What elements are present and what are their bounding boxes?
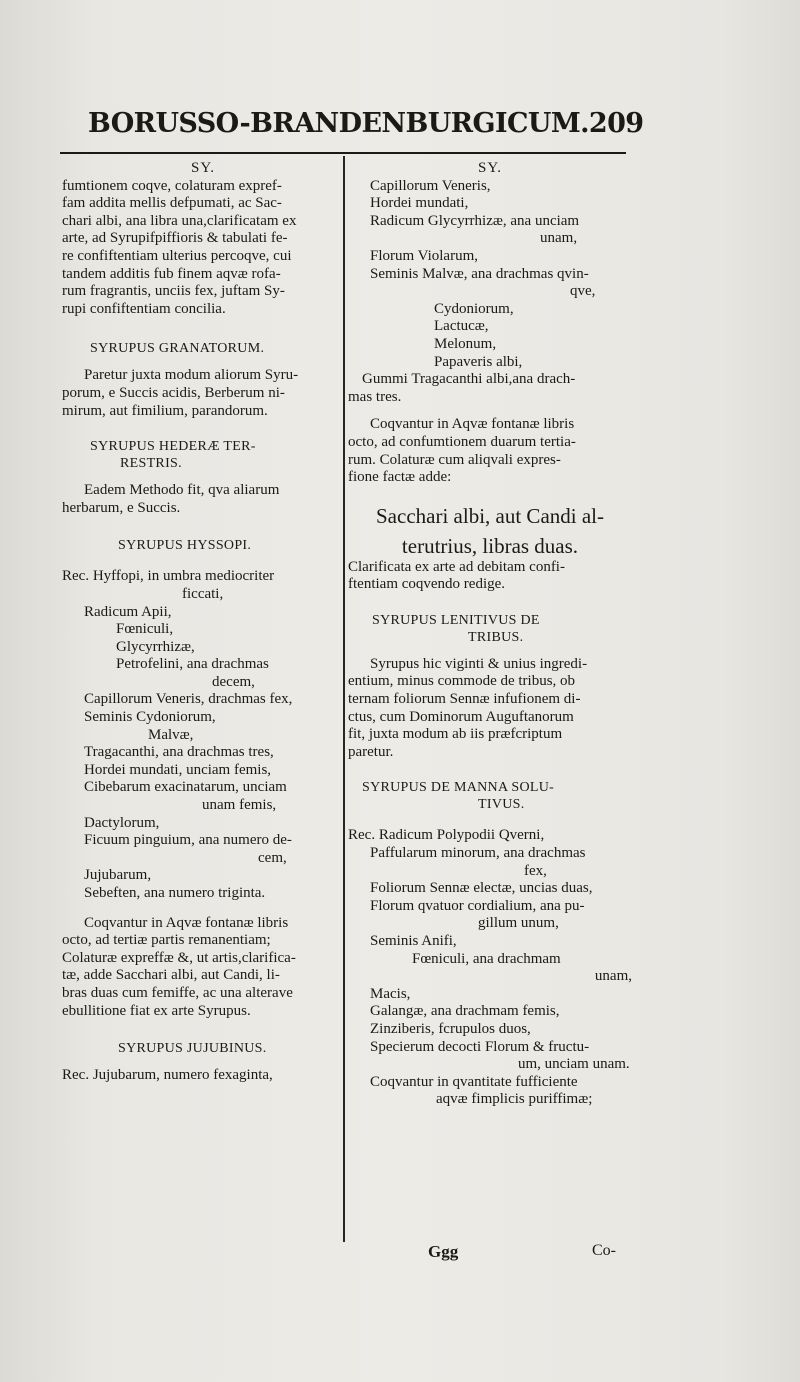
text-line: Coqvantur in Aqvæ fontanæ libris — [370, 416, 575, 433]
page-header — [88, 108, 648, 139]
text-line: rupi confiftentiam concilia. — [62, 300, 226, 317]
recipe-line: Rec. Radicum Polypodii Qverni, — [348, 827, 545, 844]
recipe-line: cem, — [258, 849, 287, 866]
section-title-manna-cont: TIVUS. — [478, 797, 525, 813]
text-line: ftentiam coqvendo redige. — [348, 576, 506, 593]
recipe-line: Fœniculi, — [116, 621, 174, 638]
header-rule — [60, 152, 626, 154]
column-head-left: SY. — [191, 160, 215, 176]
recipe-line: Galangæ, ana drachmam femis, — [370, 1003, 560, 1020]
left-column — [62, 160, 344, 1085]
recipe-line: Glycyrrhizæ, — [116, 638, 195, 655]
recipe-line: Ficuum pinguium, ana numero de- — [84, 832, 292, 849]
text-line: rum fragrantis, unciis fex, juftam Sy- — [62, 283, 285, 300]
page-number: 209 — [588, 108, 644, 139]
recipe-line: Radicum Glycyrrhizæ, ana unciam — [370, 212, 580, 229]
text-line: arte, ad Syrupifpiffioris & tabulati fe- — [62, 230, 288, 247]
section-title-hyssopi: SYRUPUS HYSSOPI. — [118, 538, 252, 554]
recipe-line: Melonum, — [434, 335, 497, 352]
text-line: tandem additis fub finem aqvæ rofa- — [62, 265, 281, 282]
recipe-line: Dactylorum, — [84, 814, 160, 831]
recipe-line: Hordei mundati, unciam femis, — [84, 761, 272, 778]
section-title-hederae-cont: RESTRIS. — [120, 456, 182, 472]
text-line: chari albi, ana libra una,clarificatam ex — [62, 212, 297, 229]
recipe-line: Rec. Jujubarum, numero fexaginta, — [62, 1067, 273, 1084]
text-line: Clarificata ex arte ad debitam confi- — [348, 558, 565, 575]
recipe-line: Foliorum Sennæ electæ, uncias duas, — [370, 880, 593, 897]
text-line: Colaturæ expreffæ &, ut artis,clarifica- — [62, 949, 296, 966]
recipe-line: Petrofelini, ana drachmas — [116, 656, 269, 673]
recipe-line: mas tres. — [348, 388, 402, 405]
recipe-line: Capillorum Veneris, drachmas fex, — [84, 691, 293, 708]
text-line: rum. Colaturæ cum aliqvali expres- — [348, 451, 561, 468]
recipe-line: ficcati, — [182, 585, 224, 602]
large-text-line: terutrius, libras duas. — [401, 533, 579, 558]
recipe-line: fex, — [524, 862, 547, 879]
running-title: BORUSSO-BRANDENBURGICUM. — [88, 108, 589, 139]
text-line: ctus, cum Dominorum Auguftanorum — [348, 708, 574, 725]
text-line: mirum, aut fimilium, parandorum. — [62, 402, 268, 419]
section-title-hederae: SYRUPUS HEDERÆ TER- — [90, 439, 256, 455]
recipe-line: Lactucæ, — [434, 318, 489, 335]
column-head-right: SY. — [478, 160, 502, 176]
recipe-line: gillum unum, — [478, 915, 559, 932]
recipe-line: Seminis Anifi, — [370, 933, 457, 949]
text-line: ternam foliorum Sennæ infufionem di- — [348, 691, 581, 708]
recipe-line: Cydoniorum, — [434, 300, 514, 317]
text-line: entium, minus commode de tribus, ob — [348, 673, 576, 690]
recipe-line: Malvæ, — [148, 726, 194, 743]
text-line: porum, e Succis acidis, Berberum ni- — [62, 384, 285, 401]
section-title-lenitivus-cont: TRIBUS. — [468, 629, 524, 645]
signature-mark: Ggg — [428, 1242, 459, 1261]
recipe-line: Zinziberis, fcrupulos duos, — [370, 1020, 531, 1037]
text-line: octo, ad confumtionem duarum tertia- — [348, 433, 576, 450]
text-line: Coqvantur in Aqvæ fontanæ libris — [84, 914, 289, 931]
text-line: Syrupus hic viginti & unius ingredi- — [370, 655, 588, 672]
recipe-line: Hordei mundati, — [370, 195, 469, 212]
text-line: fam addita mellis defpumati, ac Sac- — [62, 195, 282, 212]
section-title-lenitivus: SYRUPUS LENITIVUS DE — [372, 612, 540, 628]
recipe-line: decem, — [212, 673, 255, 690]
recipe-line: Capillorum Veneris, — [370, 177, 491, 194]
large-text-line: Sacchari albi, aut Candi al- — [376, 503, 604, 528]
text-line: bras duas cum femiffe, ac una alterave — [62, 984, 293, 1001]
recipe-line: Sebeften, ana numero triginta. — [84, 885, 266, 901]
recipe-line: qve, — [570, 283, 596, 300]
recipe-line: Tragacanthi, ana drachmas tres, — [84, 744, 274, 761]
recipe-line: Specierum decocti Florum & fructu- — [370, 1038, 590, 1055]
text-line: ebullitione fiat ex arte Syrupus. — [62, 1002, 251, 1019]
recipe-line: Macis, — [370, 985, 411, 1002]
text-line: Paretur juxta modum aliorum Syru- — [84, 367, 299, 384]
recipe-line: Florum Violarum, — [370, 247, 478, 264]
text-line: re confiftentiam ulterius percoqve, cui — [62, 247, 292, 264]
recipe-line: Papaveris albi, — [434, 353, 523, 370]
recipe-line: aqvæ fimplicis puriffimæ; — [436, 1091, 593, 1108]
recipe-line: Paffularum minorum, ana drachmas — [370, 845, 586, 862]
recipe-line: unam, — [540, 230, 578, 247]
recipe-line: unam femis, — [202, 797, 277, 814]
recipe-line: Seminis Malvæ, ana drachmas qvin- — [370, 265, 589, 282]
text-line: octo, ad tertiæ partis remanentiam; — [62, 932, 271, 949]
recipe-line: Coqvantur in qvantitate fufficiente — [370, 1073, 578, 1090]
recipe-line: Radicum Apii, — [84, 603, 172, 620]
recipe-line: Florum qvatuor cordialium, ana pu- — [370, 897, 585, 914]
text-line: fit, juxta modum ab iis præfcriptum — [348, 726, 563, 743]
recipe-line: Fœniculi, ana drachmam — [412, 950, 561, 967]
text-line: Eadem Methodo fit, qva aliarum — [84, 482, 280, 499]
recipe-line: Gummi Tragacanthi albi,ana drach- — [362, 371, 576, 388]
recipe-line: Jujubarum, — [84, 867, 152, 884]
recipe-line: Seminis Cydoniorum, — [84, 709, 216, 726]
section-title-manna: SYRUPUS DE MANNA SOLU- — [362, 780, 555, 796]
recipe-line: Rec. Hyffopi, in umbra mediocriter — [62, 568, 275, 585]
text-line: paretur. — [348, 743, 394, 760]
recipe-line: unam, — [594, 968, 632, 985]
section-title-jujubinus: SYRUPUS JUJUBINUS. — [118, 1041, 267, 1057]
text-line: tæ, adde Sacchari albi, aut Candi, li- — [62, 967, 280, 984]
recipe-line: um, unciam unam. — [518, 1056, 630, 1073]
recipe-line: Cibebarum exacinatarum, unciam — [84, 779, 287, 796]
right-column — [348, 160, 632, 1109]
section-title-granatorum: SYRUPUS GRANATORUM. — [90, 341, 265, 357]
text-line: herbarum, e Succis. — [62, 499, 181, 516]
text-line: fumtionem coqve, colaturam expref- — [62, 177, 282, 194]
catchword: Co- — [592, 1242, 616, 1259]
text-line: fione factæ adde: — [348, 469, 452, 486]
